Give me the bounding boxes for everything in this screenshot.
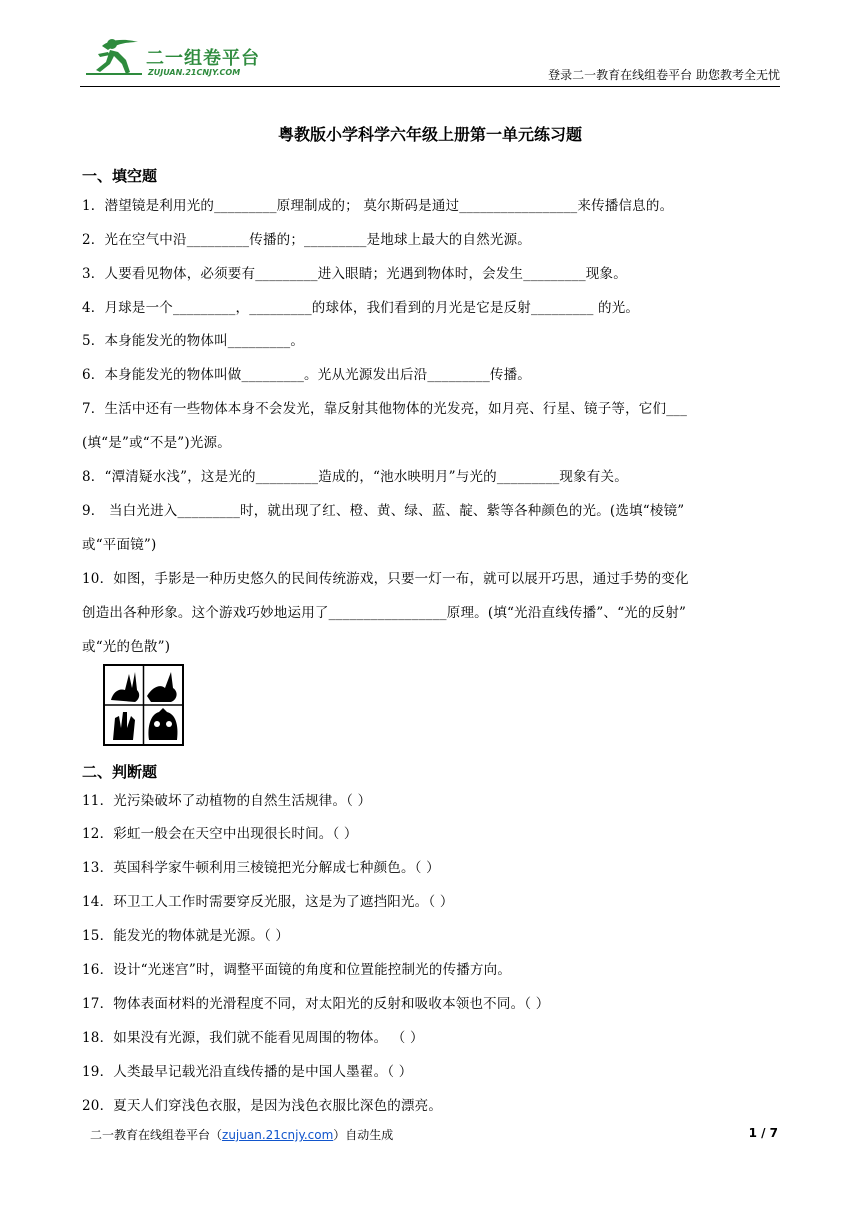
question-line: 13．英国科学家牛顿利用三棱镜把光分解成七种颜色。（ ） <box>82 860 440 876</box>
question-line: 10．如图，手影是一种历史悠久的民间传统游戏，只要一灯一布，就可以展开巧思，通过手势的变化 <box>82 571 689 587</box>
logo[interactable] <box>80 30 280 82</box>
header-slogan: 登录二一教育在线组卷平台 助您教考全无忧 <box>548 68 780 82</box>
question-line: 8．“潭清疑水浅”，这是光的_________造成的，“池水映明月”与光的_________现象有关。 <box>82 469 628 485</box>
page-header <box>80 30 780 86</box>
question-line: (填“是”或“不是”)光源。 <box>82 435 231 451</box>
question-line: 6．本身能发光的物体叫做_________。光从光源发出后沿_________传播。 <box>82 367 531 383</box>
page-number: 1 / 7 <box>748 1126 778 1140</box>
question-line: 15．能发光的物体就是光源。（ ） <box>82 928 290 944</box>
question-line: 1．潜望镜是利用光的_________原理制成的； 莫尔斯码是通过_________________来传播信息的。 <box>82 198 674 214</box>
question-line: 12．彩虹一般会在天空中出现很长时间。（ ） <box>82 826 358 842</box>
footer-source <box>90 1126 393 1143</box>
section-heading-fill: 一、填空题 <box>82 167 158 185</box>
question-line: 创造出各种形象。这个游戏巧妙地运用了_________________原理。(填“光沿直线传播”、“光的反射” <box>82 605 687 621</box>
question-line: 5．本身能发光的物体叫_________。 <box>82 333 305 349</box>
question-line: 或“光的色散”) <box>82 639 171 655</box>
footer-prefix: 二一教育在线组卷平台（ <box>90 1128 223 1142</box>
question-line: 7．生活中还有一些物体本身不会发光，靠反射其他物体的光发亮，如月亮、行星、镜子等，它们___ <box>82 401 688 417</box>
footer-suffix: ）自动生成 <box>333 1128 394 1142</box>
section-heading-judge: 二、判断题 <box>82 763 158 781</box>
question-line: 3．人要看见物体，必须要有_________进入眼睛；光遇到物体时，会发生_________现象。 <box>82 266 627 282</box>
question-line: 20．夏天人们穿浅色衣服，是因为浅色衣服比深色的漂亮。 <box>82 1098 443 1114</box>
question-line: 19．人类最早记载光沿直线传播的是中国人墨翟。（ ） <box>82 1064 413 1080</box>
runner-logo-icon <box>84 34 144 78</box>
logo-text: 二一组卷平台 <box>146 48 260 69</box>
question-line: 16．设计“光迷宫”时，调整平面镜的角度和位置能控制光的传播方向。 <box>82 962 512 978</box>
page-title: 粤教版小学科学六年级上册第一单元练习题 <box>277 125 582 144</box>
question-line: 9． 当白光进入_________时，就出现了红、橙、黄、绿、蓝、靛、紫等各种颜色的光。(选填“棱镜” <box>82 503 685 519</box>
question-line: 4．月球是一个_________，_________的球体，我们看到的月光是它是反射_________ 的光。 <box>82 300 640 316</box>
question-line: 2．光在空气中沿_________传播的；_________是地球上最大的自然光源。 <box>82 232 531 248</box>
logo-url: ZUJUAN.21CNJY.COM <box>148 68 241 77</box>
question-line: 18．如果没有光源，我们就不能看见周围的物体。 （ ） <box>82 1030 424 1046</box>
footer-link[interactable]: zujuan.21cnjy.com <box>222 1128 334 1142</box>
question-line: 14．环卫工人工作时需要穿反光服，这是为了遮挡阳光。（ ） <box>82 894 454 910</box>
question-line: 或“平面镜”) <box>82 537 157 553</box>
question-line: 17．物体表面材料的光滑程度不同，对太阳光的反射和吸收本领也不同。（ ） <box>82 996 550 1012</box>
hand-shadow-image <box>103 664 184 746</box>
header-divider <box>80 86 780 87</box>
question-line: 11．光污染破坏了动植物的自然生活规律。（ ） <box>82 793 372 809</box>
